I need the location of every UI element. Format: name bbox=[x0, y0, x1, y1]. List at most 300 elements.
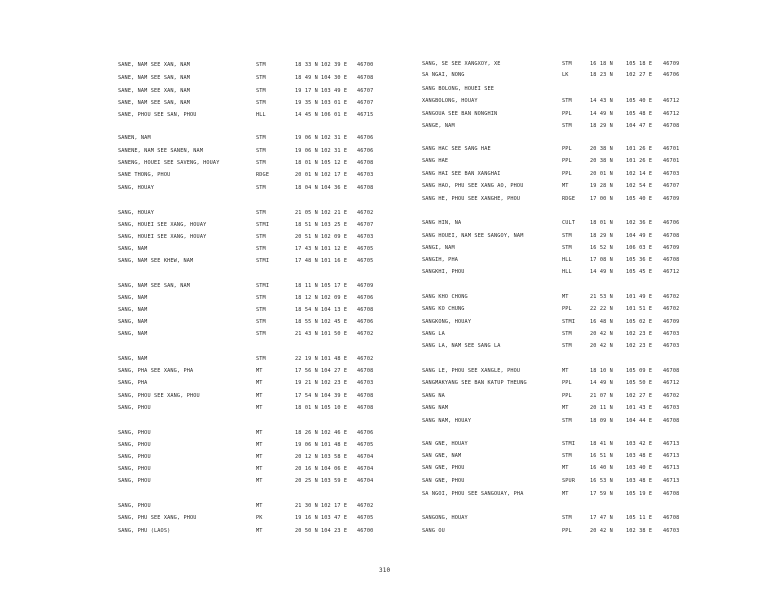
entry-lon: 101 16 E bbox=[321, 258, 348, 264]
entry-name: SANG, NAM bbox=[118, 319, 148, 325]
entry-lon: 102 17 E bbox=[321, 172, 348, 178]
entry-name: SA NGAI, NONG bbox=[422, 72, 465, 78]
entry-name: SANG, NAM SEE SAN, NAM bbox=[118, 283, 191, 289]
entry-type: PPL bbox=[562, 158, 572, 164]
entry-name: SANG KO CHUNG bbox=[422, 306, 465, 312]
entry-lon: 105 40 E bbox=[626, 98, 653, 104]
entry-code: 46709 bbox=[357, 283, 374, 289]
entry-name: SANG NA bbox=[422, 393, 445, 399]
entry-code: 46708 bbox=[357, 307, 374, 313]
entry-code: 46708 bbox=[357, 368, 374, 374]
entry-type: CULT bbox=[562, 220, 576, 226]
entry-code: 46712 bbox=[663, 269, 680, 275]
entry-lat: 18 41 N bbox=[590, 441, 613, 447]
entry-name: SANGKHI, PHOU bbox=[422, 269, 465, 275]
entry-row bbox=[0, 257, 776, 264]
entry-lat: 18 33 N bbox=[295, 62, 318, 68]
entry-type: STM bbox=[562, 331, 572, 337]
entry-lat: 18 04 N bbox=[295, 185, 318, 191]
entry-row bbox=[0, 503, 776, 510]
entry-code: 46709 bbox=[663, 319, 680, 325]
entry-row bbox=[0, 418, 776, 425]
entry-row bbox=[0, 343, 776, 350]
entry-type: STM bbox=[256, 210, 266, 216]
entry-code: 46713 bbox=[663, 453, 680, 459]
entry-code: 46701 bbox=[663, 146, 680, 152]
entry-name: SANGONG, HOUAY bbox=[422, 515, 468, 521]
entry-code: 46702 bbox=[357, 331, 374, 337]
entry-lon: 105 48 E bbox=[626, 111, 653, 117]
entry-type: STM bbox=[256, 295, 266, 301]
entry-type: STMI bbox=[562, 319, 576, 325]
entry-name: SAN GNE, HOUAY bbox=[422, 441, 468, 447]
entry-lat: 20 51 N bbox=[295, 234, 318, 240]
entry-code: 46713 bbox=[663, 465, 680, 471]
entry-lon: 102 54 E bbox=[626, 183, 653, 189]
entry-name: SANE THONG, PHOU bbox=[118, 172, 171, 178]
entry-lat: 14 43 N bbox=[590, 98, 613, 104]
entry-row bbox=[0, 331, 776, 338]
entry-lat: 16 52 N bbox=[590, 245, 613, 251]
entry-row bbox=[0, 210, 776, 217]
entry-lon: 102 17 E bbox=[321, 503, 348, 509]
entry-lon: 102 27 E bbox=[626, 72, 653, 78]
entry-row bbox=[0, 306, 776, 313]
entry-lat: 19 06 N bbox=[295, 442, 318, 448]
entry-code: 46707 bbox=[357, 88, 374, 94]
entry-lon: 106 03 E bbox=[626, 245, 653, 251]
entry-lon: 102 27 E bbox=[626, 393, 653, 399]
entry-lat: 18 51 N bbox=[295, 222, 318, 228]
entry-lat: 18 49 N bbox=[295, 75, 318, 81]
entry-code: 46706 bbox=[357, 319, 374, 325]
entry-type: STM bbox=[256, 62, 266, 68]
entry-type: HLL bbox=[256, 112, 266, 118]
entry-lat: 17 43 N bbox=[295, 246, 318, 252]
entry-row bbox=[0, 465, 776, 472]
entry-type: PPL bbox=[562, 380, 572, 386]
entry-code: 46708 bbox=[357, 185, 374, 191]
entry-type: MT bbox=[256, 466, 263, 472]
entry-lat: 17 59 N bbox=[590, 491, 613, 497]
entry-type: STM bbox=[562, 61, 572, 67]
entry-type: MT bbox=[256, 528, 263, 534]
entry-code: 46704 bbox=[357, 466, 374, 472]
entry-lon: 101 48 E bbox=[321, 442, 348, 448]
entry-lat: 19 17 N bbox=[295, 88, 318, 94]
entry-type: PPL bbox=[562, 146, 572, 152]
entry-code: 46702 bbox=[663, 294, 680, 300]
entry-type: STMI bbox=[256, 258, 270, 264]
entry-type: RDGE bbox=[256, 172, 270, 178]
entry-code: 46707 bbox=[357, 222, 374, 228]
entry-type: MT bbox=[256, 430, 263, 436]
entry-lat: 21 05 N bbox=[295, 210, 318, 216]
entry-type: STM bbox=[256, 100, 266, 106]
entry-type: STMI bbox=[256, 222, 270, 228]
entry-lat: 20 42 N bbox=[590, 528, 613, 534]
entry-type: PPL bbox=[562, 393, 572, 399]
entry-code: 46703 bbox=[663, 171, 680, 177]
entry-code: 46709 bbox=[663, 196, 680, 202]
entry-code: 46706 bbox=[663, 72, 680, 78]
entry-type: MT bbox=[256, 380, 263, 386]
entry-type: PPL bbox=[562, 171, 572, 177]
entry-code: 46704 bbox=[357, 454, 374, 460]
entry-lon: 103 40 E bbox=[626, 465, 653, 471]
entry-type: MT bbox=[562, 183, 569, 189]
entry-name: SANG, HOUEI SEE XANG, HOUAY bbox=[118, 222, 207, 228]
entry-lon: 102 39 E bbox=[321, 62, 348, 68]
entry-code: 46701 bbox=[663, 158, 680, 164]
entry-lat: 14 49 N bbox=[590, 111, 613, 117]
entry-lat: 18 29 N bbox=[590, 123, 613, 129]
entry-row bbox=[0, 86, 776, 93]
entry-type: STM bbox=[256, 331, 266, 337]
entry-lon: 106 01 E bbox=[321, 112, 348, 118]
entry-name: SANGOUA SEE BAN NONGHIN bbox=[422, 111, 498, 117]
entry-row bbox=[0, 123, 776, 130]
entry-type: STM bbox=[256, 307, 266, 313]
entry-lat: 16 51 N bbox=[590, 453, 613, 459]
entry-row bbox=[0, 441, 776, 448]
entry-lon: 102 23 E bbox=[626, 331, 653, 337]
entry-name: SANGI, NAM bbox=[422, 245, 455, 251]
entry-code: 46713 bbox=[663, 441, 680, 447]
entry-lat: 21 30 N bbox=[295, 503, 318, 509]
entry-lon: 104 39 E bbox=[321, 393, 348, 399]
entry-code: 46709 bbox=[663, 245, 680, 251]
entry-code: 46703 bbox=[663, 331, 680, 337]
entry-lat: 20 38 N bbox=[590, 158, 613, 164]
entry-code: 46708 bbox=[357, 75, 374, 81]
entry-lat: 14 45 N bbox=[295, 112, 318, 118]
entry-name: SANG HE, PHOU SEE XANGHE, PHOU bbox=[422, 196, 521, 202]
entry-code: 46715 bbox=[357, 112, 374, 118]
entry-lon: 102 36 E bbox=[626, 220, 653, 226]
page-number: 310 bbox=[379, 567, 391, 574]
entry-type: STM bbox=[256, 75, 266, 81]
entry-lon: 101 49 E bbox=[626, 294, 653, 300]
entry-lat: 20 11 N bbox=[590, 405, 613, 411]
entry-name: SANGE, NAM bbox=[422, 123, 455, 129]
entry-row bbox=[0, 111, 776, 118]
entry-row bbox=[0, 283, 776, 290]
entry-lat: 16 18 N bbox=[590, 61, 613, 67]
entry-lon: 105 11 E bbox=[626, 515, 653, 521]
entry-name: SANG HOUEI, NAM SEE SANGOY, NAM bbox=[422, 233, 524, 239]
entry-lat: 20 01 N bbox=[295, 172, 318, 178]
entry-code: 46708 bbox=[357, 405, 374, 411]
entry-lon: 102 46 E bbox=[321, 430, 348, 436]
entry-name: SANG, PHOU bbox=[118, 466, 151, 472]
entry-name: SANE, NAM SEE XAN, NAM bbox=[118, 62, 191, 68]
entry-lon: 101 26 E bbox=[626, 158, 653, 164]
entry-name: SANG BOLONG, HOUEI SEE bbox=[422, 86, 495, 92]
entry-row bbox=[0, 171, 776, 178]
entry-type: STM bbox=[256, 148, 266, 154]
entry-name: SANG, PHA SEE XANG, PHA bbox=[118, 368, 194, 374]
entry-lat: 18 29 N bbox=[590, 233, 613, 239]
entry-lon: 105 50 E bbox=[626, 380, 653, 386]
entry-code: 46705 bbox=[357, 258, 374, 264]
entry-lat: 16 40 N bbox=[590, 465, 613, 471]
entry-type: STM bbox=[562, 515, 572, 521]
entry-lon: 105 19 E bbox=[626, 491, 653, 497]
entry-lat: 20 01 N bbox=[590, 171, 613, 177]
entry-lat: 18 54 N bbox=[295, 307, 318, 313]
entry-type: STMI bbox=[562, 441, 576, 447]
entry-name: SANG, SE SEE XANGXOY, XE bbox=[422, 61, 501, 67]
entry-type: STM bbox=[256, 234, 266, 240]
entry-row bbox=[0, 356, 776, 363]
entry-lat: 20 12 N bbox=[295, 454, 318, 460]
entry-code: 46705 bbox=[357, 515, 374, 521]
entry-type: MT bbox=[256, 442, 263, 448]
entry-code: 46703 bbox=[357, 172, 374, 178]
entry-code: 46708 bbox=[357, 160, 374, 166]
entry-name: SANE, NAM SEE SAN, NAM bbox=[118, 75, 191, 81]
entry-row bbox=[0, 319, 776, 326]
entry-code: 46706 bbox=[357, 295, 374, 301]
entry-lon: 105 02 E bbox=[626, 319, 653, 325]
entry-type: STM bbox=[256, 356, 266, 362]
entry-lon: 104 13 E bbox=[321, 307, 348, 313]
entry-lat: 19 35 N bbox=[295, 100, 318, 106]
entry-lon: 102 09 E bbox=[321, 295, 348, 301]
entry-name: SAN GNE, NAM bbox=[422, 453, 462, 459]
entry-lon: 105 45 E bbox=[626, 269, 653, 275]
entry-type: MT bbox=[256, 405, 263, 411]
entry-type: STM bbox=[562, 343, 572, 349]
entry-code: 46702 bbox=[357, 356, 374, 362]
entry-code: 46708 bbox=[663, 368, 680, 374]
entry-code: 46706 bbox=[357, 430, 374, 436]
entry-name: SANG, HOUAY bbox=[118, 185, 155, 191]
entry-row bbox=[0, 220, 776, 227]
entry-lat: 17 56 N bbox=[295, 368, 318, 374]
entry-code: 46706 bbox=[357, 148, 374, 154]
entry-name: SANGMAKYANG SEE BAN KATUP THEUNG bbox=[422, 380, 527, 386]
entry-name: SANG NAM bbox=[422, 405, 449, 411]
entry-name: SANG HIN, NA bbox=[422, 220, 462, 226]
entry-row bbox=[0, 196, 776, 203]
entry-lat: 18 23 N bbox=[590, 72, 613, 78]
entry-code: 46707 bbox=[663, 183, 680, 189]
entry-row bbox=[0, 98, 776, 105]
entry-row bbox=[0, 393, 776, 400]
entry-name: XANGBOLONG, HOUAY bbox=[422, 98, 478, 104]
entry-lon: 103 25 E bbox=[321, 222, 348, 228]
entry-code: 46705 bbox=[357, 442, 374, 448]
entry-name: SANG KHO CHONG bbox=[422, 294, 468, 300]
entry-lat: 18 10 N bbox=[590, 368, 613, 374]
entry-lon: 104 36 E bbox=[321, 185, 348, 191]
entry-name: SANENG, HOUEI SEE SAVENG, HOUAY bbox=[118, 160, 220, 166]
entry-name: SANG, PHOU bbox=[118, 503, 151, 509]
entry-type: MT bbox=[562, 405, 569, 411]
entry-type: LK bbox=[562, 72, 569, 78]
entry-row bbox=[0, 380, 776, 387]
entry-code: 46702 bbox=[663, 306, 680, 312]
entry-type: STM bbox=[256, 135, 266, 141]
entry-lon: 103 59 E bbox=[321, 478, 348, 484]
entry-row bbox=[0, 72, 776, 79]
entry-lat: 14 49 N bbox=[590, 380, 613, 386]
entry-name: SANG, PHOU bbox=[118, 442, 151, 448]
entry-lon: 103 42 E bbox=[626, 441, 653, 447]
entry-lat: 20 42 N bbox=[590, 331, 613, 337]
entry-type: STMI bbox=[256, 283, 270, 289]
entry-code: 46708 bbox=[663, 123, 680, 129]
entry-name: SANEN, NAM bbox=[118, 135, 151, 141]
entry-lon: 103 58 E bbox=[321, 454, 348, 460]
entry-lon: 103 01 E bbox=[321, 100, 348, 106]
entry-name: SA NGOI, PHOU SEE SANGOUAY, PHA bbox=[422, 491, 524, 497]
entry-lat: 21 07 N bbox=[590, 393, 613, 399]
entry-code: 46713 bbox=[663, 478, 680, 484]
entry-type: MT bbox=[562, 491, 569, 497]
entry-lat: 17 00 N bbox=[590, 196, 613, 202]
entry-lon: 102 14 E bbox=[626, 171, 653, 177]
entry-name: SANG, NAM bbox=[118, 307, 148, 313]
entry-lat: 22 22 N bbox=[590, 306, 613, 312]
entry-type: STM bbox=[562, 98, 572, 104]
entry-lat: 14 49 N bbox=[590, 269, 613, 275]
entry-lon: 104 30 E bbox=[321, 75, 348, 81]
entry-name: SANE, PHOU SEE SAN, PHOU bbox=[118, 112, 197, 118]
entry-name: SAN GNE, PHOU bbox=[422, 465, 465, 471]
entry-type: STM bbox=[256, 185, 266, 191]
entry-row bbox=[0, 515, 776, 522]
entry-name: SANG HAC SEE SANG HAE bbox=[422, 146, 491, 152]
entry-lat: 18 11 N bbox=[295, 283, 318, 289]
entry-lon: 105 36 E bbox=[626, 257, 653, 263]
entry-lon: 102 31 E bbox=[321, 135, 348, 141]
entry-code: 46712 bbox=[663, 98, 680, 104]
entry-type: MT bbox=[256, 393, 263, 399]
entry-lat: 18 09 N bbox=[590, 418, 613, 424]
entry-lon: 105 10 E bbox=[321, 405, 348, 411]
entry-code: 46702 bbox=[357, 503, 374, 509]
entry-row bbox=[0, 294, 776, 301]
entry-type: PPL bbox=[562, 528, 572, 534]
entry-code: 46703 bbox=[357, 234, 374, 240]
entry-lat: 22 19 N bbox=[295, 356, 318, 362]
entry-lon: 102 21 E bbox=[321, 210, 348, 216]
entry-lat: 18 01 N bbox=[590, 220, 613, 226]
entry-code: 46706 bbox=[663, 220, 680, 226]
entry-lon: 103 48 E bbox=[626, 453, 653, 459]
entry-lon: 102 23 E bbox=[626, 343, 653, 349]
entry-name: SANG, NAM bbox=[118, 295, 148, 301]
entry-lat: 16 53 N bbox=[590, 478, 613, 484]
entry-type: MT bbox=[256, 478, 263, 484]
entry-name: SANG, NAM SEE KHEW, NAM bbox=[118, 258, 194, 264]
entry-lat: 19 28 N bbox=[590, 183, 613, 189]
entry-lat: 20 16 N bbox=[295, 466, 318, 472]
entry-name: SAN GNE, PHOU bbox=[422, 478, 465, 484]
entry-lat: 20 50 N bbox=[295, 528, 318, 534]
entry-lat: 19 16 N bbox=[295, 515, 318, 521]
entry-type: STM bbox=[562, 245, 572, 251]
entry-lon: 101 43 E bbox=[626, 405, 653, 411]
entry-type: MT bbox=[562, 294, 569, 300]
entry-name: SANG OU bbox=[422, 528, 445, 534]
entry-name: SANGKONG, HOUAY bbox=[422, 319, 472, 325]
entry-lat: 18 12 N bbox=[295, 295, 318, 301]
entry-lat: 18 26 N bbox=[295, 430, 318, 436]
entry-name: SANG LE, PHOU SEE XANGLE, PHOU bbox=[422, 368, 521, 374]
entry-row bbox=[0, 158, 776, 165]
entry-name: SANGIH, PHA bbox=[422, 257, 459, 263]
entry-name: SANG, HOUEI SEE XANG, HOUAY bbox=[118, 234, 207, 240]
entry-code: 46707 bbox=[357, 100, 374, 106]
entry-code: 46703 bbox=[663, 343, 680, 349]
entry-lon: 104 47 E bbox=[626, 123, 653, 129]
entry-row bbox=[0, 146, 776, 153]
entry-row bbox=[0, 453, 776, 460]
entry-row bbox=[0, 135, 776, 142]
entry-type: STM bbox=[562, 123, 572, 129]
entry-code: 46704 bbox=[357, 478, 374, 484]
entry-name: SANG, PHU SEE XANG, PHOU bbox=[118, 515, 197, 521]
entry-name: SANG, PHA bbox=[118, 380, 148, 386]
entry-type: STM bbox=[562, 418, 572, 424]
entry-row bbox=[0, 61, 776, 68]
entry-code: 46706 bbox=[357, 135, 374, 141]
entry-name: SANG, PHOU bbox=[118, 430, 151, 436]
entry-row bbox=[0, 528, 776, 535]
entry-type: MT bbox=[256, 454, 263, 460]
entry-lon: 102 31 E bbox=[321, 148, 348, 154]
entry-code: 46708 bbox=[663, 515, 680, 521]
entry-name: SANG HAI SEE BAN XANGHAI bbox=[422, 171, 501, 177]
entry-name: SANENE, NAM SEE SANEN, NAM bbox=[118, 148, 204, 154]
entry-row bbox=[0, 183, 776, 190]
entry-row bbox=[0, 430, 776, 437]
entry-type: HLL bbox=[562, 257, 572, 263]
entry-type: PPL bbox=[562, 111, 572, 117]
entry-lat: 18 55 N bbox=[295, 319, 318, 325]
entry-lon: 101 51 E bbox=[626, 306, 653, 312]
entry-type: PK bbox=[256, 515, 263, 521]
entry-code: 46708 bbox=[663, 233, 680, 239]
entry-lat: 18 01 N bbox=[295, 405, 318, 411]
entry-name: SANG HAE bbox=[422, 158, 449, 164]
entry-code: 46712 bbox=[663, 380, 680, 386]
entry-type: PPL bbox=[562, 306, 572, 312]
entry-lat: 20 25 N bbox=[295, 478, 318, 484]
entry-lat: 21 53 N bbox=[590, 294, 613, 300]
entry-row bbox=[0, 233, 776, 240]
entry-lon: 102 38 E bbox=[626, 528, 653, 534]
entry-lat: 16 48 N bbox=[590, 319, 613, 325]
entry-code: 46700 bbox=[357, 528, 374, 534]
entry-code: 46702 bbox=[357, 210, 374, 216]
entry-name: SANG, PHOU SEE XANG, PHOU bbox=[118, 393, 200, 399]
entry-code: 46709 bbox=[663, 61, 680, 67]
entry-row bbox=[0, 478, 776, 485]
entry-lon: 101 50 E bbox=[321, 331, 348, 337]
entry-name: SANG, PHU (LAOS) bbox=[118, 528, 171, 534]
entry-lon: 103 48 E bbox=[626, 478, 653, 484]
entry-lat: 17 54 N bbox=[295, 393, 318, 399]
entry-lon: 101 12 E bbox=[321, 246, 348, 252]
entry-name: SANG, NAM bbox=[118, 356, 148, 362]
entry-name: SANG, PHOU bbox=[118, 454, 151, 460]
entry-type: STM bbox=[562, 453, 572, 459]
